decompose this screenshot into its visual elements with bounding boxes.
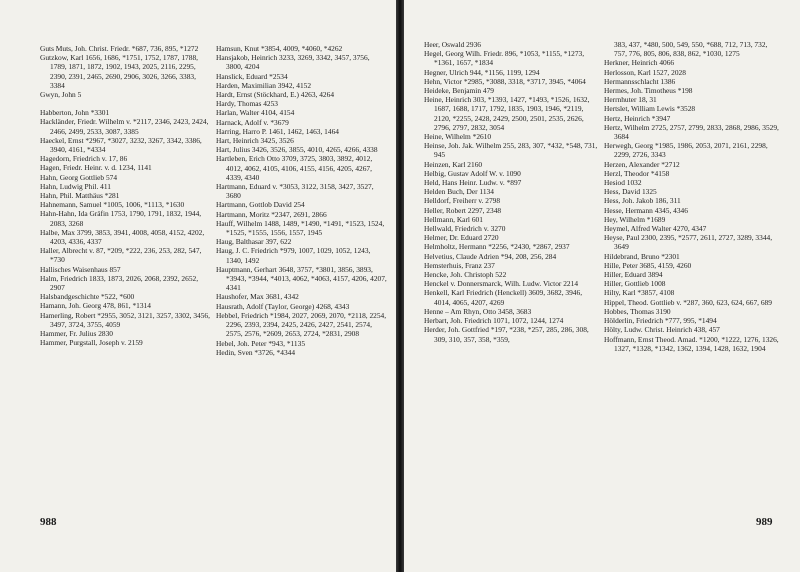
index-entry: Heller, Robert 2297, 2348 <box>424 205 502 215</box>
index-entry: Hoffmann, Ernst Theod. Amad. *1200, *1222, 1276, 1326, 1327, *1328, *1342, 1362, 1394, 1428, 1632, 1904 <box>604 334 779 353</box>
index-entry: Henkell, Karl Friedrich (Henckell) 3609, 3682, 3946, 4014, 4065, 4207, 4269 <box>424 288 583 307</box>
index-entry: Hartmann, Gottlob David 254 <box>216 200 305 210</box>
index-entry: Harring, Harro P. 1461, 1462, 1463, 1464 <box>216 126 339 136</box>
index-entry: Hamerling, Robert *2955, 3052, 3121, 3257, 3302, 3456, 3497, 3724, 3755, 4059 <box>40 310 210 329</box>
index-entry: Hemsterhuis, Franz 237 <box>424 260 495 270</box>
left-column-1 <box>40 44 210 348</box>
index-entry: Hermannsschlacht 1386 <box>604 76 676 86</box>
index-entry: Hey, Wilhelm *1689 <box>604 214 666 224</box>
index-entry: Helldorf, Freiherr v. 2798 <box>424 196 501 206</box>
index-entry: Hamsun, Knut *3854, 4009, *4060, *4262 <box>216 44 343 53</box>
index-entry: Helvetius, Claude Adrien *94, 208, 256, 284 <box>424 251 557 261</box>
index-entry: Gutzkow, Karl 1656, 1686, *1751, 1752, 1787, 1788, 1789, 1871, 1872, 1902, 1943, 2025, 2116, 2295, 2390, 2391, 2465, 2690, 2906, 3026, 3266, 3383, 3384 <box>40 53 198 90</box>
index-entry: Hagedorn, Friedrich v. 17, 86 <box>40 154 128 164</box>
index-entry: Herwegh, Georg *1985, 1986, 2053, 2071, 2161, 2298, 2299, 2726, 3343 <box>604 141 768 160</box>
index-entry: Hegel, Georg Wilh. Friedr. 896, *1053, *1155, *1273, *1361, 1657, *1834 <box>424 49 585 68</box>
index-entry: Hellwald, Friedrich v. 3270 <box>424 224 506 234</box>
index-entry: Henne – Am Rhyn, Otto 3458, 3683 <box>424 306 532 316</box>
index-entry: Hartmann, Eduard v. *3053, 3122, 3158, 3427, 3527, 3680 <box>216 182 374 201</box>
index-entry: Heyse, Paul 2300, 2395, *2577, 2611, 2727, 3289, 3344, 3649 <box>604 233 773 252</box>
right-page <box>404 0 800 572</box>
index-entry: Haushofer, Max 3681, 4342 <box>216 292 299 302</box>
index-entry: Hermes, Joh. Timotheus *198 <box>604 86 693 96</box>
left-column-2 <box>216 44 388 357</box>
index-entry: Hobbes, Thomas 3190 <box>604 306 671 316</box>
index-entry: Harlan, Walter 4104, 4154 <box>216 108 295 118</box>
index-entry: Henckel v. Donnersmarck, Wilh. Ludw. Victor 2214 <box>424 279 579 289</box>
index-entry: Helmer, Dr. Eduard 2720 <box>424 233 499 243</box>
index-entry: Hencke, Joh. Christoph 522 <box>424 270 507 280</box>
left-page <box>0 0 396 572</box>
index-entry: Herrnhuter 18, 31 <box>604 95 657 105</box>
index-entry: Helmholtz, Hermann *2256, *2430, *2867, 2937 <box>424 242 570 252</box>
index-entry: Hiller, Eduard 3894 <box>604 270 663 280</box>
index-entry: Heine, Heinrich 303, *1393, 1427, *1493, *1526, 1632, 1687, 1688, 1717, 1792, 1835, 1903, 1946, *2119, 2120, *2255, 2428, 2429, 2500, 2501, 2535, 2626, 2796, 2797, 2832, 3054 <box>424 95 590 132</box>
index-entry: Haeckel, Ernst *2967, *3027, 3232, 3267, 3342, 3386, 3940, 4161, *4334 <box>40 135 202 155</box>
index-entry: Helden Buch, Der 1134 <box>424 187 494 197</box>
index-entry: Hildebrand, Bruno *2301 <box>604 251 680 261</box>
index-entry: Heymel, Alfred Walter 4270, 4347 <box>604 224 707 234</box>
index-entry: Hahn, Phil. Matthäus *281 <box>40 191 120 201</box>
index-entry-continued: 383, 437, *480, 500, 549, 550, *688, 712, 713, 732, 757, 776, 805, 806, 838, 862, *1030, 1275 <box>614 40 768 59</box>
index-entry: Heideke, Benjamin 479 <box>424 86 494 96</box>
index-entry: Herzen, Alexander *2712 <box>604 159 680 169</box>
index-entry: Hahn, Ludwig Phil. 411 <box>40 181 111 191</box>
index-entry: Hegner, Ulrich 944, *1156, 1199, 1294 <box>424 67 540 77</box>
index-entry: Hansjakob, Heinrich 3233, 3269, 3342, 3457, 3756, 3800, 4204 <box>216 53 370 72</box>
index-entry: Halm, Friedrich 1833, 1873, 2026, 2068, 2392, 2652, 2907 <box>40 273 199 293</box>
index-entry: Hahn, Georg Gottlieb 574 <box>40 172 118 182</box>
index-entry: Herlosson, Karl 1527, 2028 <box>604 67 686 77</box>
index-entry: Hippel, Theod. Gottlieb v. *287, 360, 623, 624, 667, 689 <box>604 297 772 307</box>
index-entry: Hölty, Ludw. Christ. Heinrich 438, 457 <box>604 325 720 335</box>
right-column-1 <box>424 40 598 344</box>
index-entry: Hammer, Fr. Julius 2830 <box>40 329 113 339</box>
index-entry: Hahnemann, Samuel *1005, 1006, *1113, *1630 <box>40 200 185 210</box>
index-entry: Harnack, Adolf v. *3679 <box>216 117 289 127</box>
index-entry: Hesse, Hermann 4345, 4346 <box>604 205 688 215</box>
index-entry: Halbe, Max 3799, 3853, 3941, 4008, 4058, 4152, 4202, 4203, 4336, 4337 <box>40 227 205 247</box>
index-entry: Hagen, Friedr. Heinr. v. d. 1234, 1141 <box>40 163 152 173</box>
index-entry: Hess, Joh. Jakob 186, 311 <box>604 196 681 206</box>
index-entry: Herder, Joh. Gottfried *197, *238, *257, 285, 286, 308, 309, 310, 357, 358, *359, <box>424 325 589 344</box>
index-entry: Halsbandgeschichte *522, *600 <box>40 292 135 302</box>
index-entry: Hartmann, Moritz *2347, 2691, 2866 <box>216 209 327 219</box>
index-entry: Hackländer, Friedr. Wilhelm v. *2117, 2346, 2423, 2424, 2466, 2499, 2533, 3087, 3385 <box>40 117 209 136</box>
index-entry: Hausrath, Adolf (Taylor, George) 4268, 4343 <box>216 301 350 311</box>
index-entry: Hille, Peter 3685, 4159, 4260 <box>604 260 692 270</box>
index-entry: Hart, Julius 3426, 3526, 3855, 4010, 4265, 4266, 4338 <box>216 145 378 155</box>
index-entry: Hallisches Waisenhaus 857 <box>40 264 121 274</box>
index-entry: Hart, Heinrich 3425, 3526 <box>216 136 294 146</box>
index-entry: Hardt, Ernst (Stöckhard, E.) 4263, 4264 <box>216 90 335 100</box>
index-entry: Guts Muts, Joh. Christ. Friedr. *687, 736, 895, *1272 <box>40 44 199 53</box>
index-entry: Gwyn, John 5 <box>40 90 82 100</box>
index-entry: Held, Hans Heinr. Ludw. v. *897 <box>424 178 522 188</box>
index-entry: Haller, Albrecht v. 87, *209, *222, 236, 253, 282, 547, *730 <box>40 246 202 265</box>
right-column-2 <box>604 40 780 353</box>
index-entry: Hardy, Thomas 4253 <box>216 99 278 109</box>
index-entry: Herkner, Heinrich 4066 <box>604 58 675 68</box>
index-entry: Hiller, Gottlieb 1008 <box>604 279 666 289</box>
index-entry: Hammer, Purgstall, Joseph v. 2159 <box>40 338 143 348</box>
page-number: 989 <box>756 516 773 528</box>
index-entry: Hauff, Wilhelm 1488, 1489, *1490, *1491, *1523, 1524, *1525, *1555, 1556, 1557, 1945 <box>216 218 385 238</box>
index-entry: Hebel, Joh. Peter *943, *1135 <box>216 338 306 348</box>
index-entry: Hanslick, Eduard *2534 <box>216 71 288 81</box>
index-entry: Hehn, Victor *2985, *3088, 3318, *3717, 3945, *4064 <box>424 76 586 86</box>
index-entry: Hess, David 1325 <box>604 187 657 197</box>
index-entry: Hölderlin, Friedrich *777, 995, *1494 <box>604 316 717 326</box>
book-gutter <box>396 0 404 572</box>
index-entry: Heinzen, Karl 2160 <box>424 159 483 169</box>
index-entry: Herzl, Theodor *4158 <box>604 168 670 178</box>
index-entry: Heine, Wilhelm *2610 <box>424 132 492 142</box>
index-entry: Hertz, Wilhelm 2725, 2757, 2799, 2833, 2868, 2986, 3529, 3684 <box>604 122 779 142</box>
index-entry: Habberton, John *3301 <box>40 108 110 118</box>
page-number: 988 <box>40 516 57 528</box>
index-entry: Herbart, Joh. Friedrich 1071, 1072, 1244, 1274 <box>424 316 564 326</box>
index-entry: Hahn-Hahn, Ida Gräfin 1753, 1790, 1791, 1832, 1944, 2083, 3268 <box>40 209 202 228</box>
index-entry: Helbig, Gustav Adolf W. v. 1090 <box>424 168 521 178</box>
index-entry: Hebbel, Friedrich *1984, 2027, 2069, 2070, *2118, 2254, 2296, 2393, 2394, 2425, 2426, 2427, 2541, 2574, 2575, 2576, *2609, 2653, 2724, *2831, 2908 <box>216 310 387 339</box>
index-entry: Hellmann, Karl 601 <box>424 214 483 224</box>
index-entry: Hilty, Karl *3857, 4108 <box>604 288 675 298</box>
index-entry: Heer, Oswald 2936 <box>424 40 481 49</box>
index-entry: Harden, Maximilian 3942, 4152 <box>216 80 312 90</box>
index-entry: Hesiod 1032 <box>604 178 642 188</box>
index-entry: Haug, Balthasar 397, 622 <box>216 237 292 247</box>
index-entry: Heinse, Joh. Jak. Wilhelm 255, 283, 307, *432, *548, 731, 945 <box>424 141 598 160</box>
index-entry: Hauptmann, Gerhart 3648, 3757, *3801, 3856, 3893, *3943, *3944, *4013, 4062, *4063, 4157, 4206, 4207, 4341 <box>216 264 387 293</box>
index-entry: Haug, J. C. Friedrich *979, 1007, 1029, 1052, 1243, 1340, 1492 <box>216 246 371 265</box>
index-entry: Hedin, Sven *3726, *4344 <box>216 347 296 357</box>
index-entry: Hertz, Heinrich *3947 <box>604 113 671 123</box>
index-entry: Hamann, Joh. Georg 478, 861, *1314 <box>40 301 151 311</box>
index-entry: Hertslet, William Lewis *3528 <box>604 104 696 114</box>
index-entry: Hartleben, Erich Otto 3709, 3725, 3803, 3892, 4012, 4012, 4062, 4105, 4106, 4155, 4156, 4205, 4267, 4339, 4340 <box>216 154 373 182</box>
